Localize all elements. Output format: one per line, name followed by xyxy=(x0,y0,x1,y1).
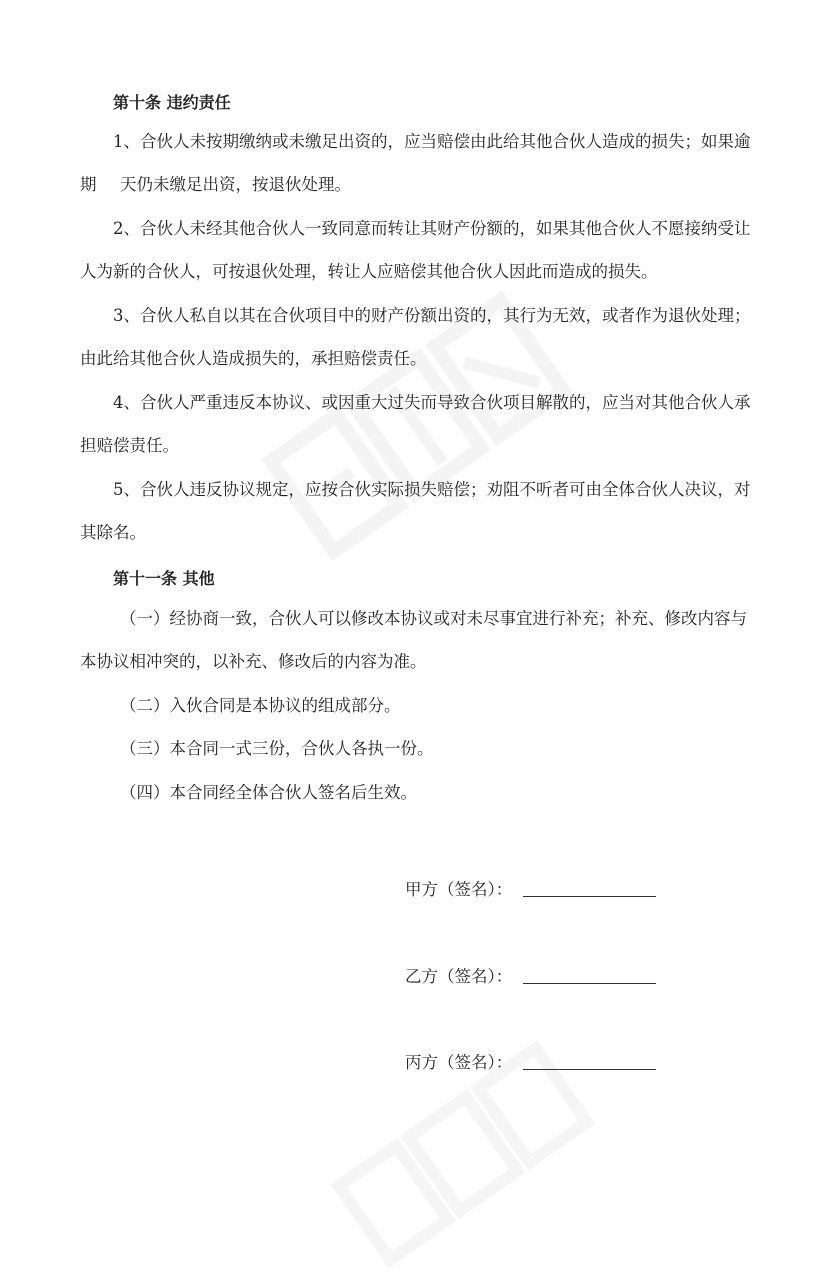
section-10-title: 第十条 违约责任 xyxy=(113,93,231,112)
clause-10-4 xyxy=(80,381,752,467)
clause-line: 本协议相冲突的，以补充、修改后的内容为准。 xyxy=(80,652,427,671)
clause-line-fragment: 天仍未缴足出资，按退伙处理。 xyxy=(120,175,351,194)
signature-line[interactable] xyxy=(523,1069,656,1070)
signature-label: 乙方（签名）： xyxy=(405,967,513,986)
clause-line xyxy=(80,163,752,206)
clause-line: 担赔偿责任。 xyxy=(80,436,179,455)
clause-line: 其除名。 xyxy=(80,523,146,542)
clause-line-fragment: 期 xyxy=(80,175,97,194)
signature-line[interactable] xyxy=(523,896,656,897)
clause-line: （三）本合同一式三份，合伙人各执一份。 xyxy=(120,739,434,758)
clause-11-2 xyxy=(80,684,752,727)
clause-line: （二）入伙合同是本协议的组成部分。 xyxy=(120,696,401,715)
clause-10-1 xyxy=(80,120,752,206)
clause-10-5 xyxy=(80,468,752,554)
signature-row-party-a xyxy=(405,876,512,900)
clause-line: 由此给其他合伙人造成损失的，承担赔偿责任。 xyxy=(80,349,427,368)
clause-line: 3、合伙人私自以其在合伙项目中的财产份额出资的，其行为无效，或者作为退伙处理； xyxy=(113,306,751,325)
clause-line: （一）经协商一致，合伙人可以修改本协议或对未尽事宜进行补充；补充、修改内容与 xyxy=(120,609,747,628)
clause-line: 2、合伙人未经其他合伙人一致同意而转让其财产份额的，如果其他合伙人不愿接纳受让 xyxy=(113,219,751,238)
clause-line: 1、合伙人未按期缴纳或未缴足出资的，应当赔偿由此给其他合伙人造成的损失；如果逾 xyxy=(113,132,751,151)
clause-11-1 xyxy=(80,597,752,683)
clause-line: （四）本合同经全体合伙人签名后生效。 xyxy=(120,783,417,802)
signature-line[interactable] xyxy=(523,983,656,984)
clause-line: 4、合伙人严重违反本协议、或因重大过失而导致合伙项目解散的，应当对其他合伙人承 xyxy=(113,393,751,412)
clause-10-3 xyxy=(80,294,752,380)
clause-11-4 xyxy=(80,771,752,814)
clause-10-2 xyxy=(80,207,752,293)
clause-line: 人为新的合伙人，可按退伙处理，转让人应赔偿其他合伙人因此而造成的损失。 xyxy=(80,262,658,281)
clause-11-3 xyxy=(80,727,752,770)
clause-line: 5、合伙人违反协议规定，应按合伙实际损失赔偿；劝阻不听者可由全体合伙人决议，对 xyxy=(113,480,751,499)
section-11-title: 第十一条 其他 xyxy=(113,569,215,588)
signature-row-party-c xyxy=(405,1049,512,1073)
signature-row-party-b xyxy=(405,963,512,987)
signature-label: 丙方（签名）： xyxy=(405,1053,513,1072)
signature-label: 甲方（签名）： xyxy=(405,880,513,899)
